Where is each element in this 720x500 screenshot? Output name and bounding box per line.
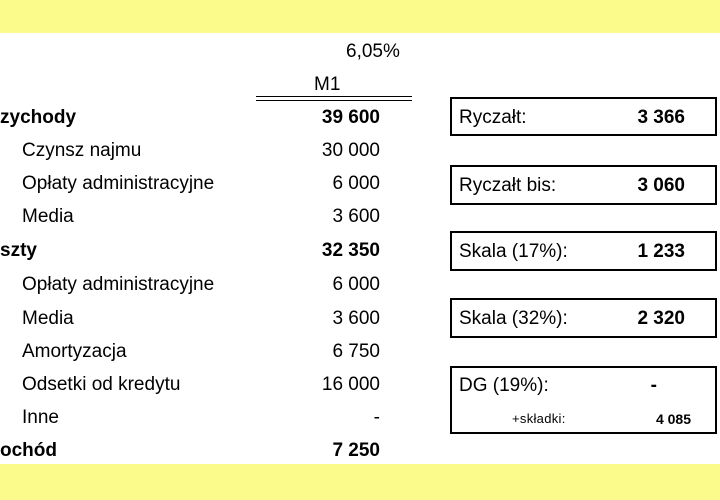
row-label-admin-fees-income[interactable]: Opłaty administracyjne	[22, 173, 215, 194]
row-value-media-income[interactable]: 3 600	[332, 206, 380, 227]
bottom-highlight-band	[0, 464, 720, 500]
tax-box-value: 1 233	[637, 241, 685, 262]
row-label-costs[interactable]: szty	[0, 240, 37, 261]
header-double-underline	[256, 96, 412, 101]
tax-box-value: 2 320	[637, 308, 685, 329]
row-value-admin-fees-income[interactable]: 6 000	[332, 173, 380, 194]
tax-box-label: Skala (17%):	[459, 241, 568, 262]
row-value-media-cost[interactable]: 3 600	[332, 308, 380, 329]
row-label-profit[interactable]: ochód	[0, 440, 57, 461]
row-label-loan-interest[interactable]: Odsetki od kredytu	[22, 374, 181, 395]
row-value-other[interactable]: -	[373, 407, 380, 428]
tax-box-label: Ryczałt:	[459, 107, 527, 128]
tax-box-value: -	[650, 375, 657, 396]
rate-cell[interactable]: 6,05%	[346, 41, 400, 62]
row-label-other[interactable]: Inne	[22, 407, 59, 428]
row-label-admin-fees-cost[interactable]: Opłaty administracyjne	[22, 274, 215, 295]
row-value-rent[interactable]: 30 000	[321, 140, 380, 161]
tax-box-skala-32[interactable]	[450, 298, 717, 338]
row-value-loan-interest[interactable]: 16 000	[321, 374, 380, 395]
row-value-income[interactable]: 39 600	[321, 107, 380, 128]
row-label-rent[interactable]: Czynsz najmu	[22, 140, 142, 161]
column-header-m1[interactable]: M1	[314, 74, 341, 95]
row-value-profit[interactable]: 7 250	[332, 440, 380, 461]
row-label-income[interactable]: zychody	[0, 107, 77, 128]
row-value-costs[interactable]: 32 350	[321, 240, 380, 261]
tax-box-label: Skala (32%):	[459, 308, 568, 329]
tax-box-dg-19[interactable]	[450, 366, 717, 434]
tax-box-label: Ryczałt bis:	[459, 175, 557, 196]
tax-box-ryczalt[interactable]	[450, 97, 717, 136]
row-label-media-income[interactable]: Media	[22, 206, 74, 227]
row-label-depreciation[interactable]: Amortyzacja	[22, 341, 127, 362]
tax-box-contributions-label: +składki:	[512, 411, 566, 426]
top-highlight-band	[0, 0, 720, 33]
row-label-media-cost[interactable]: Media	[22, 308, 74, 329]
row-value-depreciation[interactable]: 6 750	[332, 341, 380, 362]
tax-box-label: DG (19%):	[459, 375, 549, 396]
row-value-admin-fees-cost[interactable]: 6 000	[332, 274, 380, 295]
tax-box-ryczalt-bis[interactable]	[450, 165, 717, 205]
tax-box-contributions-value: 4 085	[655, 411, 691, 427]
tax-box-value: 3 060	[637, 175, 685, 196]
tax-box-skala-17[interactable]	[450, 231, 717, 271]
tax-box-value: 3 366	[637, 107, 685, 128]
